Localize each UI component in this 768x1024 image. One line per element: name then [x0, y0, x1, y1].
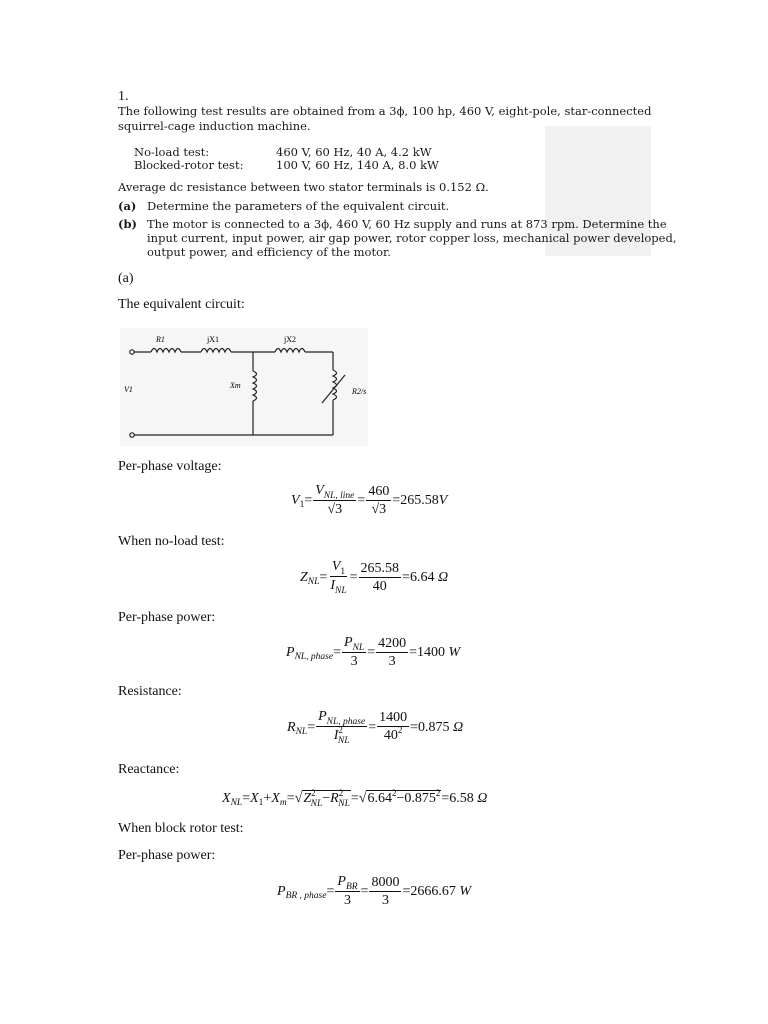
label-jx2: jX2: [284, 335, 296, 344]
heading-per-phase-power: Per-phase power:: [118, 610, 216, 625]
pnl-num2: 4200: [378, 635, 407, 651]
solution-part-label: (a): [118, 271, 134, 286]
rnl-num2: 1400: [379, 710, 408, 725]
problem-intro-line2: squirrel-cage induction machine.: [118, 119, 311, 133]
test-name-noload: No-load test:: [134, 145, 210, 159]
equation-v1: V 1 = $\frac{V_{NL, line}}{√3}$ = $\frac{460}{√3}$ = 265.58 V: [291, 483, 448, 517]
rnl-result: 0.875: [418, 719, 450, 735]
part-b-line1: The motor is connected to a 3ϕ, 460 V, 60 Hz supply and runs at 873 rpm. Determine the: [147, 217, 667, 231]
part-a-text: Determine the parameters of the equivalent circuit.: [147, 199, 450, 213]
test-values-blocked: 100 V, 60 Hz, 140 A, 8.0 kW: [276, 158, 439, 172]
heading-per-phase-power-2: Per-phase power:: [118, 848, 216, 863]
label-v1: V1: [124, 385, 133, 394]
resistance-note: Average dc resistance between two stator terminals is 0.152 Ω.: [118, 180, 489, 194]
problem-number: 1.: [118, 89, 129, 104]
xnl-term2: 0.875: [404, 791, 436, 806]
v1-num1: V: [315, 483, 324, 498]
xnl-term1: 6.64: [367, 791, 392, 806]
label-xm: Xm: [230, 381, 241, 390]
pbr-result: 2666.67: [410, 883, 456, 899]
circuit-heading: The equivalent circuit:: [118, 297, 245, 312]
label-r1: R1: [156, 335, 165, 344]
heading-reactance: Reactance:: [118, 762, 180, 777]
heading-resistance: Resistance:: [118, 684, 182, 699]
part-b-line3: output power, and efficiency of the motor.: [147, 245, 391, 259]
equation-rnl: R NL = $\frac{P_{NL, phase}}{I^2_{NL}}$ = $\frac{1400}{40^2}$ = 0.875 Ω: [287, 709, 464, 746]
label-jx1: jX1: [207, 335, 219, 344]
v1-result: 265.58: [400, 492, 439, 508]
equation-pbr: P BR , phase = $\frac{P_{BR}}{3}$ = $\frac{8000}{3}$ = 2666.67 W: [277, 874, 472, 908]
znl-den2: 40: [372, 578, 387, 594]
pbr-den2: 3: [381, 892, 389, 908]
equation-znl: Z NL = $\frac{V_1}{I_{NL}}$ = $\frac{265.58}{40}$ = 6.64 Ω: [300, 559, 449, 596]
v1-num2: 460: [368, 483, 390, 499]
v1-den1: √3: [327, 502, 343, 517]
test-name-blocked: Blocked-rotor test:: [134, 158, 244, 172]
heading-blocked-rotor: When block rotor test:: [118, 821, 244, 836]
v1-den2: √3: [371, 501, 387, 517]
pnl-den2: 3: [388, 653, 396, 669]
znl-result: 6.64: [409, 569, 435, 585]
pbr-num2: 8000: [371, 874, 400, 890]
label-r2s: R2/s: [352, 387, 367, 396]
equation-xnl: X NL = X 1 + X m =√ $Z^2_{NL}-R^2_{NL}$ =√ $6.64^2-0.875^2$ = 6.58 Ω: [222, 788, 488, 809]
test-values-noload: 460 V, 60 Hz, 40 A, 4.2 kW: [276, 145, 432, 159]
part-b-label: (b): [118, 217, 137, 231]
pnl-result: 1400: [417, 644, 446, 660]
equivalent-circuit-diagram: [118, 326, 370, 448]
problem-intro-line1: The following test results are obtained from a 3ϕ, 100 hp, 460 V, eight-pole, star-connected: [118, 104, 652, 118]
heading-per-phase-voltage: Per-phase voltage:: [118, 459, 222, 474]
xnl-result: 6.58: [449, 790, 474, 806]
equation-pnl: P NL, phase = $\frac{P_{NL}}{3}$ = $\frac{4200}{3}$ = 1400 W: [286, 635, 461, 669]
heading-no-load: When no-load test:: [118, 534, 225, 549]
rnl-den2: 40: [383, 728, 398, 743]
znl-num2: 265.58: [360, 560, 400, 576]
part-a-label: (a): [118, 199, 137, 213]
part-b-line2: input current, input power, air gap power, rotor copper loss, mechanical power developed,: [147, 231, 677, 245]
